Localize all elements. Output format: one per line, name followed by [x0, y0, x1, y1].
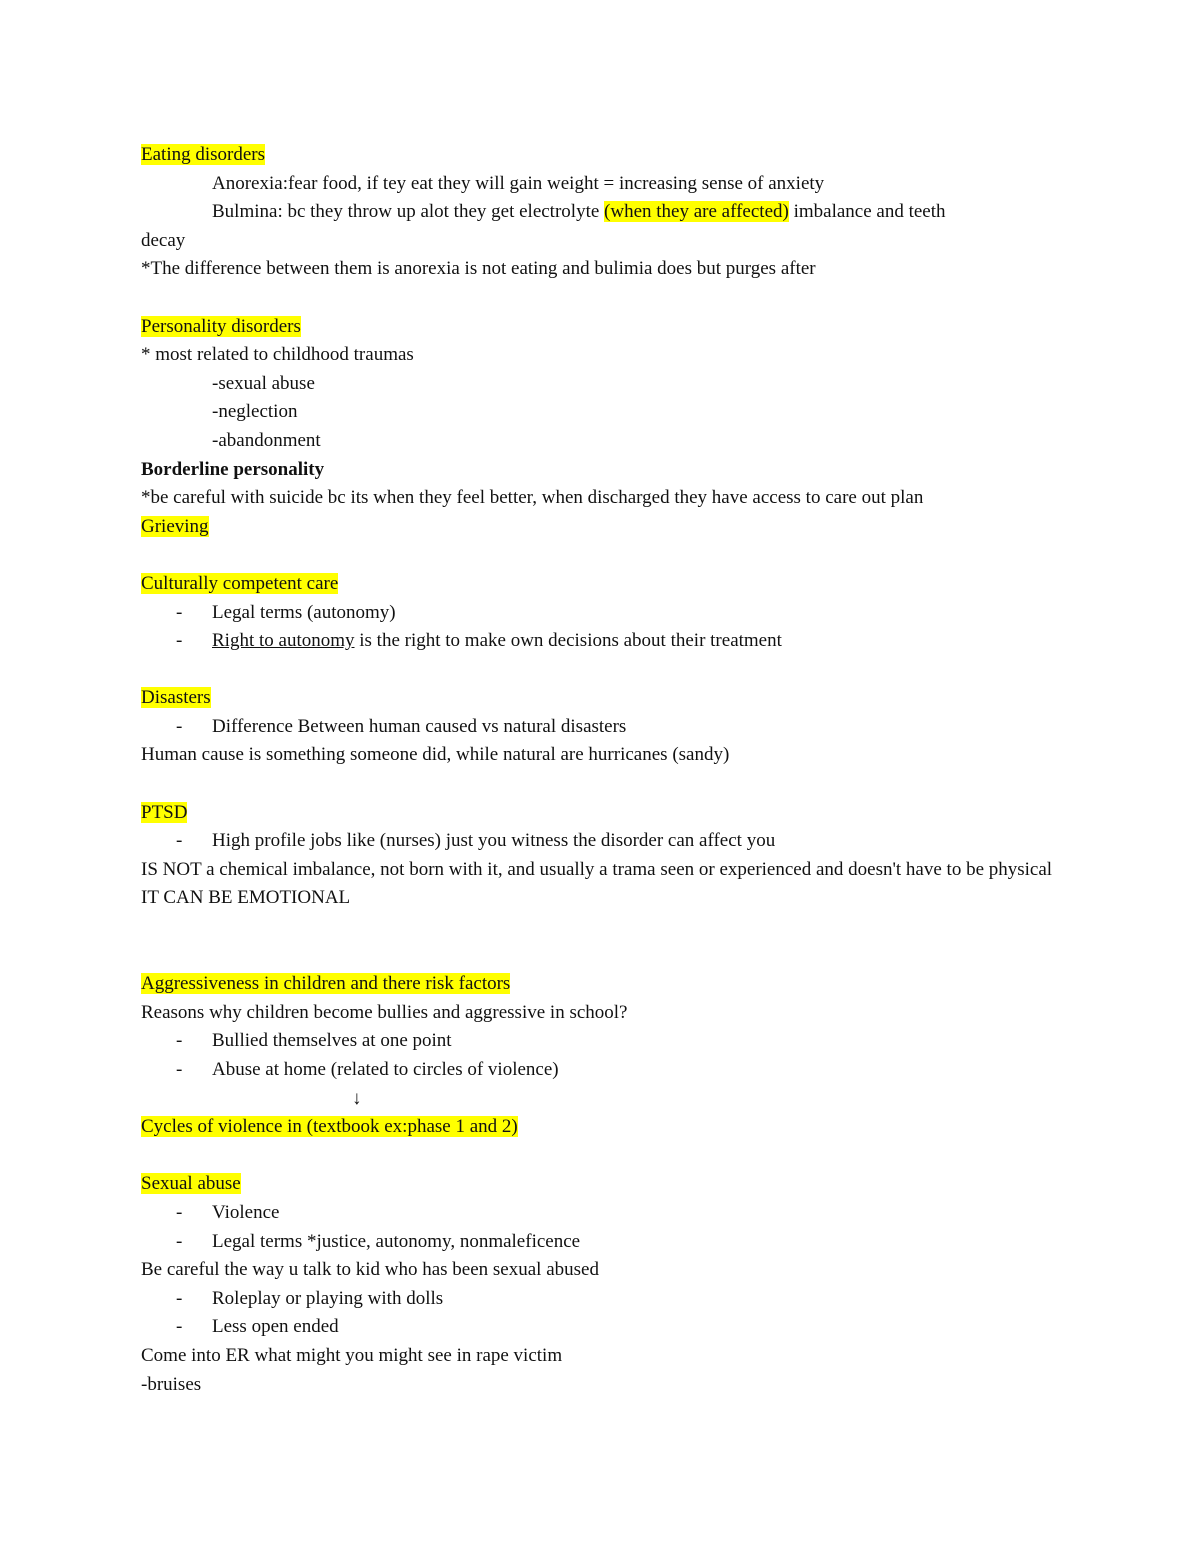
bullet-text: Difference Between human caused vs natural disasters — [212, 715, 627, 737]
heading-sexual-abuse: Sexual abuse — [141, 1173, 241, 1195]
borderline-heading: Borderline personality — [141, 458, 325, 480]
section-grieving — [141, 513, 1061, 542]
section-cycles — [141, 1113, 1061, 1142]
bullet-item — [141, 599, 1061, 628]
bullet-dash: - — [176, 1201, 183, 1223]
heading-ptsd: PTSD — [141, 801, 188, 823]
bullet-text: High profile jobs like (nurses) just you witness the disorder can affect you — [212, 830, 776, 852]
spacer — [141, 541, 1061, 570]
heading-grieving: Grieving — [141, 515, 209, 537]
bullet-item — [141, 827, 1061, 856]
bruises-item: -bruises — [141, 1373, 202, 1395]
heading-eating-disorders: Eating disorders — [141, 144, 266, 165]
bulimia-text-end: imbalance and teeth — [788, 201, 946, 223]
bulimia-highlight: (when they are affected) — [604, 201, 789, 223]
heading-culturally-competent-care: Culturally competent care — [141, 572, 339, 594]
trauma-item: -neglection — [212, 401, 298, 423]
document-page — [141, 141, 1061, 1399]
spacer — [141, 284, 1061, 313]
bullet-item — [141, 713, 1061, 742]
bulimia-line — [141, 198, 1061, 227]
bullet-dash: - — [176, 601, 183, 623]
section-disasters — [141, 684, 1061, 713]
bullet-dash: - — [176, 830, 183, 852]
bullet-item — [141, 627, 1061, 656]
difference-note: *The difference between them is anorexia is not eating and bulimia does but purges after — [141, 258, 816, 280]
er-note: Come into ER what might you might see in rape victim — [141, 1344, 563, 1366]
bullet-dash: - — [176, 1316, 183, 1338]
careful-note: Be careful the way u talk to kid who has been sexual abused — [141, 1259, 599, 1281]
spacer — [141, 942, 1061, 971]
bullet-dash: - — [176, 1230, 183, 1252]
bullet-text: Legal terms (autonomy) — [212, 601, 396, 623]
bullet-item — [141, 1056, 1061, 1085]
bullet-item — [141, 1027, 1061, 1056]
section-sexual-abuse — [141, 1170, 1061, 1199]
ptsd-note: IS NOT a chemical imbalance, not born with it, and usually a trama seen or experienced and doesn't have to be physical IT CAN BE EMOTIONAL — [141, 858, 1053, 909]
bullet-item — [141, 1313, 1061, 1342]
suicide-note: *be careful with suicide bc its when they feel better, when discharged they have access to care out plan — [141, 487, 924, 509]
right-to-autonomy-term: Right to autonomy — [212, 630, 355, 652]
bullet-dash: - — [176, 1030, 183, 1052]
bullet-text — [212, 627, 782, 656]
down-arrow-icon: ↓ — [352, 1087, 362, 1109]
anorexia-line: Anorexia:fear food, if tey eat they will gain weight = increasing sense of anxiety — [212, 172, 825, 194]
section-eating — [141, 141, 1061, 170]
heading-disasters: Disasters — [141, 687, 211, 709]
spacer — [141, 656, 1061, 685]
spacer — [141, 770, 1061, 799]
bullet-text: Roleplay or playing with dolls — [212, 1287, 444, 1309]
childhood-traumas-note: * most related to childhood traumas — [141, 344, 414, 366]
bullet-text: Legal terms *justice, autonomy, nonmaleficence — [212, 1230, 581, 1252]
bullet-text: Bullied themselves at one point — [212, 1030, 452, 1052]
trauma-item: -sexual abuse — [212, 372, 315, 394]
bullet-text: Violence — [212, 1201, 280, 1223]
trauma-item: -abandonment — [212, 429, 321, 451]
bullet-dash: - — [176, 630, 183, 652]
heading-aggressiveness: Aggressiveness in children and there risk factors — [141, 973, 511, 995]
disasters-note: Human cause is something someone did, while natural are hurricanes (sandy) — [141, 744, 730, 766]
bullet-dash: - — [176, 1287, 183, 1309]
bulimia-text: Bulmina: bc they throw up alot they get electrolyte — [212, 201, 605, 223]
section-aggression — [141, 970, 1061, 999]
bullies-question: Reasons why children become bullies and aggressive in school? — [141, 1001, 628, 1023]
bullet-dash: - — [176, 1059, 183, 1080]
section-culture — [141, 570, 1061, 599]
section-personality — [141, 313, 1061, 342]
bullet-text: Abuse at home (related to circles of violence) — [212, 1059, 559, 1080]
spacer — [141, 913, 1061, 942]
spacer — [141, 1142, 1061, 1171]
autonomy-definition: is the right to make own decisions about their treatment — [354, 630, 782, 652]
heading-personality-disorders: Personality disorders — [141, 315, 301, 337]
section-ptsd — [141, 799, 1061, 828]
bulimia-continuation: decay — [141, 229, 186, 251]
heading-cycles-of-violence: Cycles of violence in (textbook ex:phase 1 and 2) — [141, 1116, 518, 1138]
bullet-item — [141, 1228, 1061, 1257]
bullet-item — [141, 1199, 1061, 1228]
bullet-item — [141, 1285, 1061, 1314]
bullet-text: Less open ended — [212, 1316, 339, 1338]
bullet-dash: - — [176, 715, 183, 737]
